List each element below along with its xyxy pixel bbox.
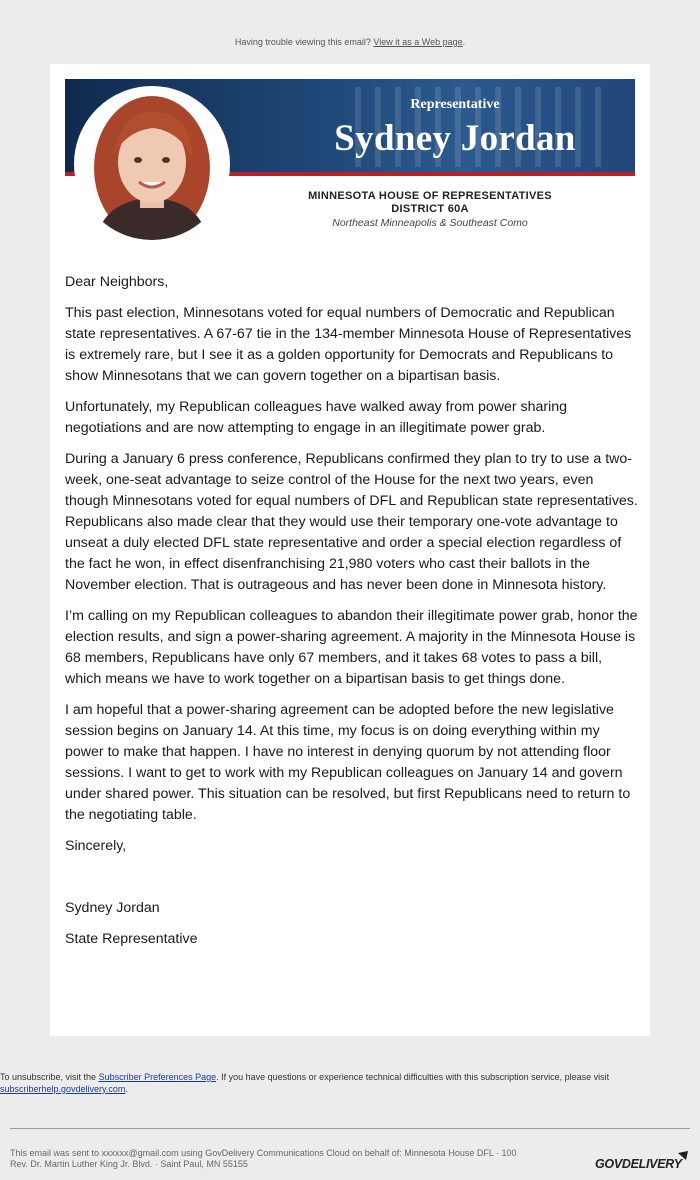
paragraph: This past election, Minnesotans voted for equal numbers of Democratic and Republican state representatives. A 67-67 tie in the 134-member Minnesota House of Representatives is extremely rare, but I see it as a golden opportunity for Democrats and Republicans to show Minnesotans that we can govern together on a bipartisan basis.: [65, 305, 632, 384]
signature-title: State Representative: [65, 931, 198, 947]
view-web-page-link[interactable]: View it as a Web page: [373, 37, 463, 47]
representative-label: Representative: [410, 97, 500, 112]
unsubscribe-middle: . If you have questions or experience technical difficulties with this subscription service, please visit: [216, 1072, 610, 1082]
unsubscribe-suffix: .: [125, 1084, 128, 1094]
sender-line-2: Rev. Dr. Martin Luther King Jr. Blvd. · Saint Paul, MN 55155: [10, 1159, 248, 1169]
greeting: Dear Neighbors,: [65, 274, 169, 290]
govdelivery-logo-text: GOVDELIVERY: [595, 1157, 682, 1171]
paragraph: I’m calling on my Republican colleagues to abandon their illegitimate power grab, honor the election results, and sign a power-sharing agreement. A majority in the Minnesota House is 68 members, Republicans have only 67 members, and it takes 68 votes to pass a bill, which means we have to work together on a bipartisan basis to get things done.: [65, 608, 638, 687]
paragraph: I am hopeful that a power-sharing agreement can be adopted before the new legislative session begins on January 14. At this time, my focus is on doing everything within my power to make that happen. I have no interest in denying quorum by not attending floor sessions. I want to get to work with my Republican colleagues on January 14 and govern under shared power. This situation can be resolved, but first Republicans need to return to the negotiating table.: [65, 702, 631, 823]
representative-photo: [74, 86, 230, 242]
subscriber-preferences-link[interactable]: Subscriber Preferences Page: [98, 1072, 217, 1082]
envelope-icon: [677, 1150, 689, 1162]
unsubscribe-prefix: To unsubscribe, visit the: [0, 1072, 97, 1082]
district-label: DISTRICT 60A: [391, 203, 469, 215]
chamber-name: MINNESOTA HOUSE OF REPRESENTATIVES: [308, 190, 552, 202]
unsubscribe-notice: [0, 1071, 690, 1095]
chamber-info: [270, 190, 590, 216]
letter-content: [65, 272, 638, 960]
paragraph: During a January 6 press conference, Republicans confirmed they plan to try to use a two-week, one-seat advantage to seize control of the House for the next two years, even though Minnesotans voted for equal numbers of DFL and Republican state representatives. Republicans also made clear that they would use their temporary one-vote advantage to unseat a duly elected DFL state representative and order a special election regardless of the fact he won, in effect disenfranchising 21,980 voters who cast their ballots in the November election. That is outrageous and has never been done in Minnesota history.: [65, 451, 638, 593]
sender-line-1: This email was sent to xxxxxx@gmail.com using GovDelivery Communications Cloud on behalf of: Minnesota House DFL · 100: [10, 1148, 517, 1158]
email-body-card: [50, 64, 650, 1036]
footer-divider: [10, 1128, 690, 1129]
closing: Sincerely,: [65, 838, 127, 854]
govdelivery-logo[interactable]: [595, 1150, 690, 1176]
sender-info: [10, 1148, 580, 1170]
representative-name: Sydney Jordan: [334, 118, 576, 159]
paragraph: Unfortunately, my Republican colleagues have walked away from power sharing negotiations and are now attempting to engage in an illegitimate power grab.: [65, 399, 568, 436]
subscriber-help-link[interactable]: subscriberhelp.govdelivery.com: [0, 1084, 126, 1094]
signature-name: Sydney Jordan: [65, 900, 160, 916]
district-area: Northeast Minneapolis & Southeast Como: [332, 217, 528, 229]
trouble-suffix: .: [462, 37, 466, 47]
trouble-viewing-bar: [0, 37, 700, 47]
signature-space: [65, 867, 638, 898]
trouble-text: Having trouble viewing this email?: [234, 37, 371, 47]
